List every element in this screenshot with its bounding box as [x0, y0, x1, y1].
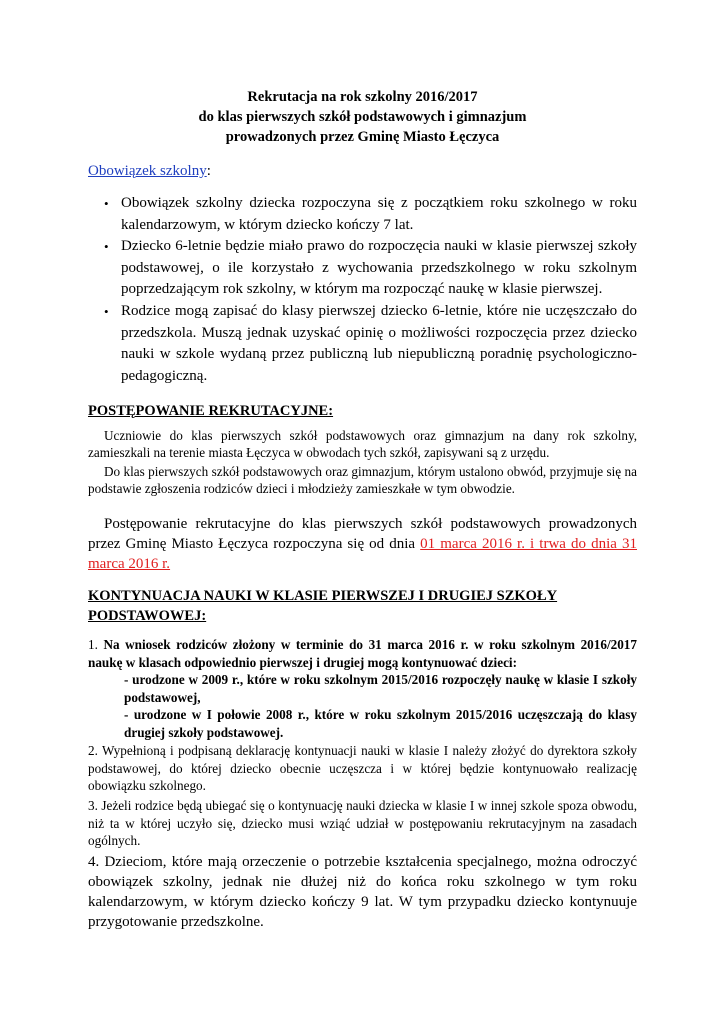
bullet-text: Dziecko 6-letnie będzie miało prawo do rozpoczęcia nauki w klasie pierwszej szkoły podstawowej, o ile korzystało z wychowania przedszkolnego w roku szkolnym poprzedzającym rok szkolny, w którym ma rozpocząć naukę w klasie pierwszej.	[121, 238, 637, 298]
obowiazek-colon: :	[206, 163, 211, 179]
kontynuacja-item-4: 4. Dzieciom, które mają orzeczenie o potrzebie kształcenia specjalnego, można odroczyć obowiązek szkolny, jednak nie dłużej niż do końca roku szkolnego w tym roku kalendarzowym, w którym dziecko kończy 9 lat. W tym przypadku dziecko kontynuuje przygotowanie przedszkolne.	[88, 854, 637, 930]
postepowanie-paragraph-3-text: Postępowanie rekrutacyjne do klas pierwszych szkół podstawowych prowadzonych przez Gminę Miasto Łęczyca rozpoczyna się od dnia	[88, 516, 637, 552]
sub-1-text: - urodzone w 2009 r., które w roku szkolnym 2015/2016 rozpoczęły naukę w klasie I szkoły podstawowej,	[124, 672, 637, 705]
bullet-item	[104, 193, 637, 236]
document-title-line-2: do klas pierwszych szkół podstawowych i gimnazjum	[198, 109, 527, 125]
obowiazek-heading	[88, 161, 211, 181]
sub-2-text: - urodzone w I połowie 2008 r., które w roku szkolnym 2015/2016 uczęszczają do klasy drugiej szkoły podstawowej.	[124, 707, 637, 740]
bullet-item	[104, 301, 637, 387]
postepowanie-paragraph-1: Uczniowie do klas pierwszych szkół podstawowych oraz gimnazjum na dany rok szkolny, zamieszkali na terenie miasta Łęczyca w obwodach tych szkół, zapisywani są z urzędu.	[88, 428, 637, 460]
kontynuacja-item-1-sub-1	[88, 671, 637, 706]
bullet-item	[104, 236, 637, 301]
kontynuacja-item-1-sub-2	[88, 706, 637, 741]
bullet-text: Obowiązek szkolny dziecka rozpoczyna się z początkiem roku szkolnego w roku kalendarzowym, w którym dziecko kończy 7 lat.	[121, 195, 637, 233]
kontynuacja-item-2: 2. Wypełnioną i podpisaną deklarację kontynuacji nauki w klasie I należy złożyć do dyrektora szkoły podstawowej, do której dziecko obecnie uczęszcza i w której będzie kontynuowało realizację obowiązku szkolnego.	[88, 743, 637, 794]
bullet-dot-icon: •	[104, 303, 109, 319]
kontynuacja-item-1	[88, 636, 637, 742]
obowiazek-szkolny-link[interactable]: Obowiązek szkolny	[88, 163, 207, 179]
postepowanie-paragraph-3	[88, 514, 637, 574]
bullet-dot-icon: •	[104, 239, 109, 255]
obowiazek-bullet-list	[104, 193, 637, 387]
postepowanie-heading: POSTĘPOWANIE REKRUTACYJNE:	[88, 403, 334, 419]
recruitment-dates: 01 marca 2016 r. i trwa do dnia 31 marca 2016 r.	[88, 536, 638, 572]
postepowanie-paragraph-2: Do klas pierwszych szkół podstawowych oraz gimnazjum, którym ustalono obwód, przyjmuje się na podstawie zgłoszenia rodziców dzieci i młodzieży zamieszkałe w tym obwodzie.	[88, 464, 637, 496]
item-number: 1.	[88, 637, 104, 652]
document-title-line-1: Rekrutacja na rok szkolny 2016/2017	[247, 89, 478, 105]
kontynuacja-item-3: 3. Jeżeli rodzice będą ubiegać się o kontynuację nauki dziecka w klasie I w innej szkole spoza obwodu, niż ta w której uczyło się, dziecko musi wziąć udział w postępowaniu rekrutacyjnym na zasadach ogólnych.	[88, 798, 637, 849]
document-title-line-3: prowadzonych przez Gminę Miasto Łęczyca	[225, 129, 500, 145]
kontynuacja-item-1-intro	[88, 636, 637, 671]
bullet-text: Rodzice mogą zapisać do klasy pierwszej dziecko 6-letnie, które nie uczęszczało do przedszkola. Muszą jednak uzyskać opinię o możliwości rozpoczęcia przez dziecko nauki w szkole wydaną przez publiczną lub niepubliczną poradnię psychologiczno-pedagogiczną.	[121, 302, 637, 384]
bullet-dot-icon: •	[104, 196, 109, 211]
kontynuacja-heading: KONTYNUACJA NAUKI W KLASIE PIERWSZEJ I DRUGIEJ SZKOŁY PODSTAWOWEJ:	[88, 588, 558, 624]
item-1-bold-text: Na wniosek rodziców złożony w terminie do 31 marca 2016 r. w roku szkolnym 2016/2017 naukę w klasach odpowiednio pierwszej i drugiej mogą kontynuować dzieci:	[88, 637, 637, 670]
